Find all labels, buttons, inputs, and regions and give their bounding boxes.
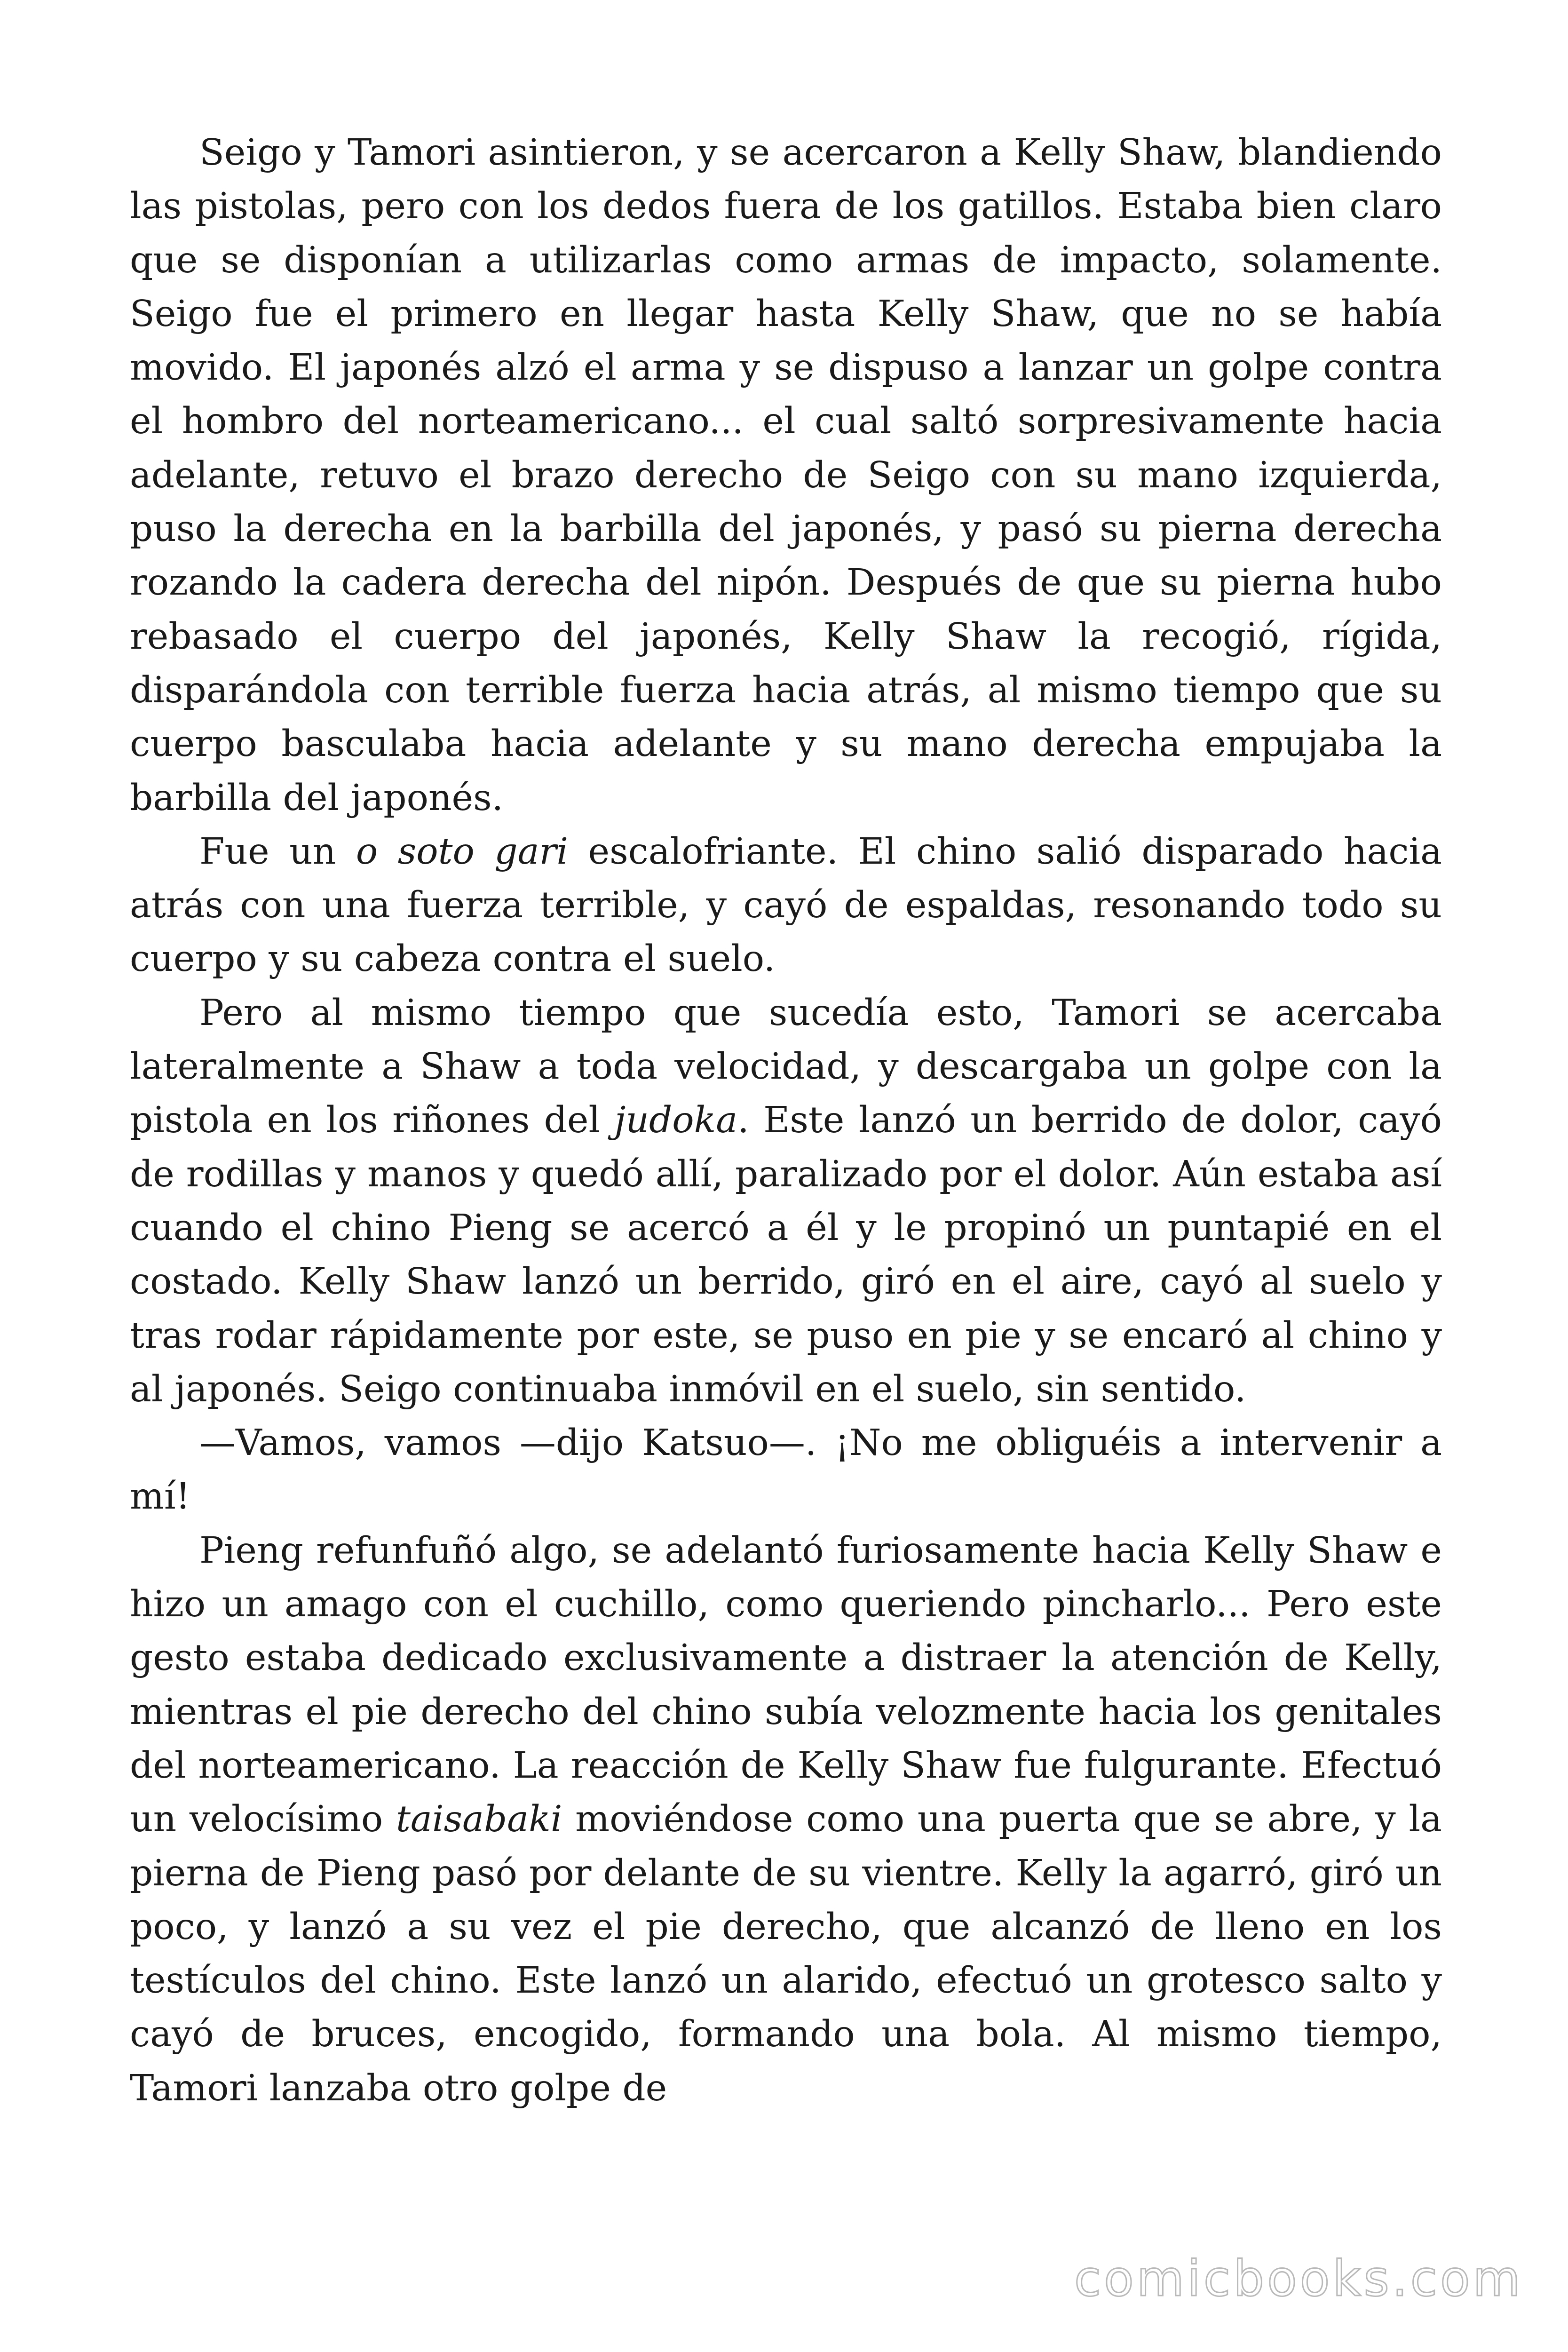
- paragraph-2-text-b: escalofriante. El chino salió disparado hacia atrás con una fuerza terrible, y cayó de espaldas, resonando todo su cuerpo y su cabeza contra el suelo.: [130, 830, 1442, 980]
- paragraph-1-text: Seigo y Tamori asintieron, y se acercaron a Kelly Shaw, blandiendo las pistolas, pero con los dedos fuera de los gatillos. Estaba bien claro que se disponían a utilizarlas como armas de impacto, solamente. Seigo fue el primero en llegar hasta Kelly Shaw, que no se había movido. El japonés alzó el arma y se dispuso a lanzar un golpe contra el hombro del norteamericano... el cual saltó sorpresivamente hacia adelante, retuvo el brazo derecho de Seigo con su mano izquierda, puso la derecha en la barbilla del japonés, y pasó su pierna derecha rozando la cadera derecha del nipón. Después de que su pierna hubo rebasado el cuerpo del japonés, Kelly Shaw la recogió, rígida, disparándola con terrible fuerza hacia atrás, al mismo tiempo que su cuerpo basculaba hacia adelante y su mano derecha empujaba la barbilla del japonés.: [130, 132, 1442, 819]
- paragraph-3: [130, 986, 1442, 1416]
- paragraph-5-text-a: Pieng refunfuñó algo, se adelantó furiosamente hacia Kelly Shaw e hizo un amago con el cuchillo, como queriendo pincharlo... Pero este gesto estaba dedicado exclusivamente a distraer la atención de Kelly, mientras el pie derecho del chino subía velozmente hacia los genitales del norteamericano. La reacción de Kelly Shaw fue fulgurante. Efectuó un velocísimo: [130, 1529, 1442, 1841]
- paragraph-5-text-b: moviéndose como una puerta que se abre, y la pierna de Pieng pasó por delante de su vientre. Kelly la agarró, giró un poco, y lanzó a su vez el pie derecho, que alcanzó de lleno en los testículos del chino. Este lanzó un alarido, efectuó un grotesco salto y cayó de bruces, encogido, formando una bola. Al mismo tiempo, Tamori lanzaba otro golpe de: [130, 1798, 1442, 2109]
- paragraph-3-italic-term: judoka: [614, 1099, 738, 1142]
- paragraph-4-dialogue: [130, 1416, 1442, 1524]
- paragraph-4-text: —Vamos, vamos —dijo Katsuo—. ¡No me obliguéis a intervenir a mí!: [130, 1422, 1442, 1518]
- watermark: comicbooks.com: [1074, 2250, 1523, 2307]
- paragraph-5-italic-term: taisabaki: [396, 1798, 562, 1841]
- paragraph-5: [130, 1524, 1442, 2115]
- paragraph-2-text-a: Fue un: [199, 830, 356, 873]
- paragraph-2: [130, 825, 1442, 986]
- book-page-text: [130, 126, 1442, 2115]
- paragraph-1: [130, 126, 1442, 825]
- paragraph-3-text-a: Pero al mismo tiempo que sucedía esto, Tamori se acercaba lateralmente a Shaw a toda velocidad, y descargaba un golpe con la pistola en los riñones del: [130, 992, 1442, 1142]
- paragraph-3-text-b: . Este lanzó un berrido de dolor, cayó de rodillas y manos y quedó allí, paralizado por el dolor. Aún estaba así cuando el chino Pieng se acercó a él y le propinó un puntapié en el costado. Kelly Shaw lanzó un berrido, giró en el aire, cayó al suelo y tras rodar rápidamente por este, se puso en pie y se encaró al chino y al japonés. Seigo continuaba inmóvil en el suelo, sin sentido.: [130, 1099, 1442, 1410]
- paragraph-2-italic-term: o soto gari: [356, 830, 569, 873]
